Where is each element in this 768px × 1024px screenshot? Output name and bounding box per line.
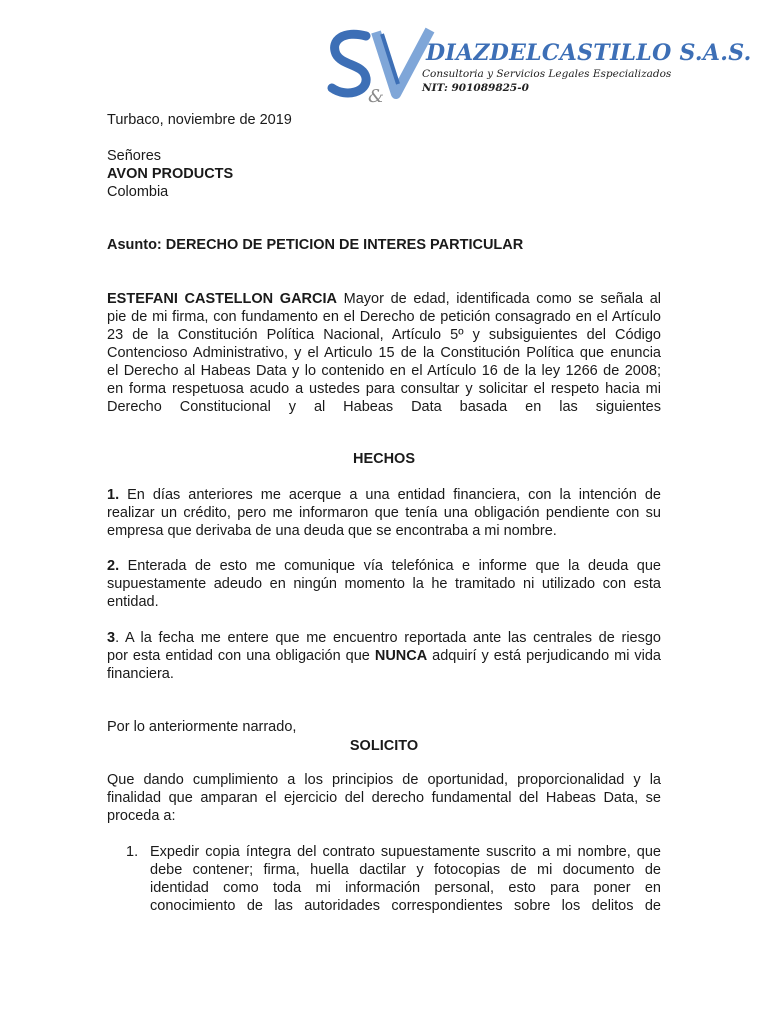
hecho-number: 2. [107,558,120,574]
narrado-line: Por lo anteriormente narrado, [107,719,297,735]
solicito-paragraph [107,771,661,825]
hecho-line: entidad. [107,594,159,610]
hecho-line: por esta entidad con una obligación que [107,648,375,664]
hecho-line: financiera. [107,666,174,682]
subject-text: DERECHO DE PETICION DE INTERES PARTICULAR [165,237,524,253]
hecho-number: 1. [107,487,120,503]
company-name: DIAZDELCASTILLO S.A.S. [426,40,752,66]
emphasis-nunca: NUNCA [374,648,428,664]
subject-line [107,236,661,254]
letter-date: Turbaco, noviembre de 2019 [107,112,292,128]
request-line: Expedir copia íntegra del contrato supuestamente suscrito a mi nombre, que [150,844,661,860]
request-line: identidad como toda mi información personal, esto para poner en [150,880,661,896]
intro-line: 23 de la Constitución Política Nacional, Artículo 5º y subsiguientes del Código [107,327,661,343]
hecho-line: Enterada de esto me comunique vía telefónica e informe que la deuda que [119,558,661,574]
intro-line: Derecho Constitucional y al Habeas Data basada en las siguientes [107,399,661,415]
intro-line: el Derecho al Habeas Data y lo contenido en el Artículo 16 de la ley 1266 de 2008; [107,363,661,379]
subject-label: Asunto: [107,237,162,253]
solicito-line: proceda a: [107,808,176,824]
hecho-line: supuestamente adeudo en ningún momento la he tramitado ni utilizado con esta [107,576,661,592]
intro-line: pie de mi firma, con fundamento en el Derecho de petición consagrado en el Artículo [107,309,661,325]
hecho-line: empresa que derivaba de una deuda que se encontraba a mi nombre. [107,523,557,539]
request-line: debe contener; firma, huella dactilar y fotocopias de mi documento de [150,862,661,878]
request-line: conocimiento de las autoridades correspondientes sobre los delitos de [150,898,661,914]
hecho-line: realizar un crédito, pero me informaron que tenía una obligación pendiente con su [107,505,661,521]
recipient-name: AVON PRODUCTS [107,166,234,182]
sv-monogram-icon [326,26,436,106]
solicito-line: finalidad que amparan el ejercicio del derecho fundamental del Habeas Data, se [107,790,661,806]
hecho-line: . A la fecha me entere que me encuentro reportada ante las centrales de riesgo [115,630,661,646]
hecho-3 [107,629,661,683]
hecho-number: 3 [107,630,116,646]
company-nit: NIT: 901089825-0 [422,82,529,94]
hechos-heading: HECHOS [352,451,416,467]
hecho-2 [107,557,661,611]
solicito-heading: SOLICITO [349,738,419,754]
hecho-line: adquirí y está perjudicando mi vida [427,648,661,664]
company-logo [326,26,752,106]
hecho-line: En días anteriores me acerque a una entidad financiera, con la intención de [119,487,661,503]
solicito-line: Que dando cumplimiento a los principios de oportunidad, proporcionalidad y la [107,772,661,788]
hecho-1 [107,486,661,540]
request-number: 1. [126,844,139,860]
intro-line: Mayor de edad, identificada como se señala al [337,291,661,307]
company-tagline: Consultoria y Servicios Legales Especializados [422,68,672,80]
petitioner-name: ESTEFANI CASTELLON GARCIA [107,291,337,307]
recipient-country: Colombia [107,184,169,200]
svg-text:&: & [368,86,385,106]
salutation: Señores [107,148,162,164]
intro-line: Contencioso Administrativo, y el Articulo 15 de la Constitución Política que enuncia [107,345,661,361]
intro-line: en forma respetuosa acudo a ustedes para consultar y solicitar el respeto hacia mi [107,381,661,397]
intro-paragraph [107,290,661,416]
